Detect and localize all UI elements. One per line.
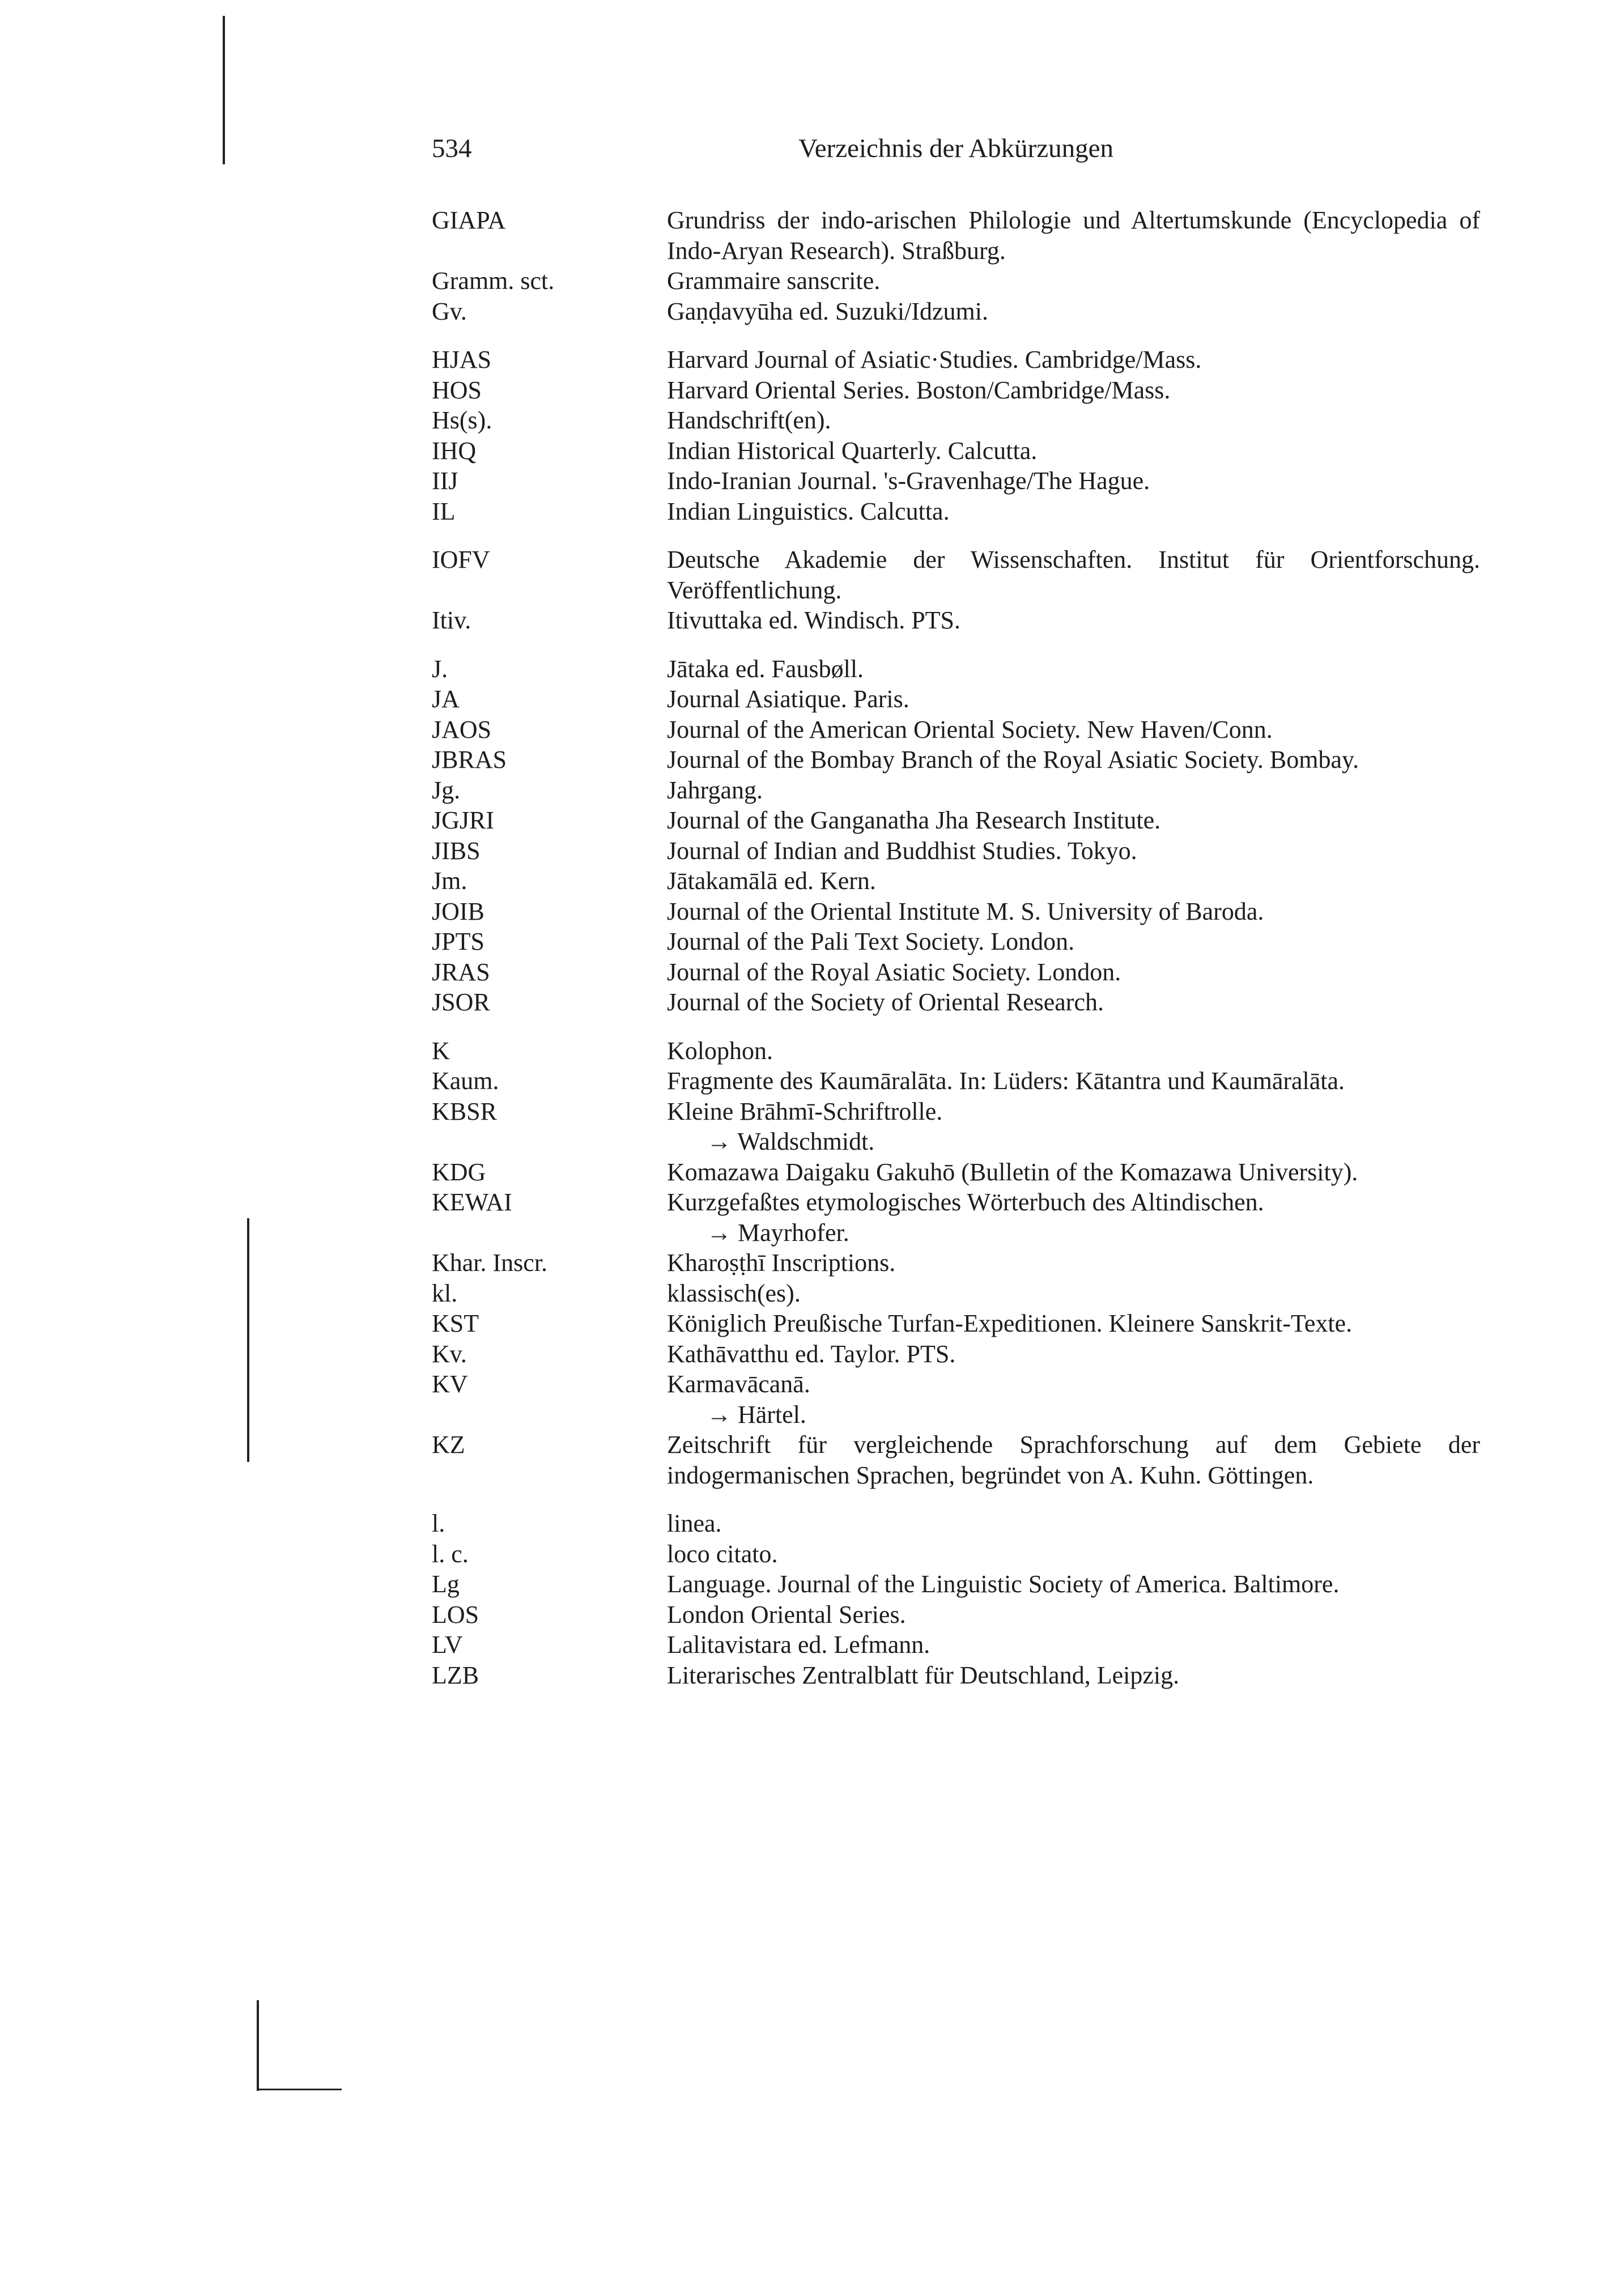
abbreviation-entry bbox=[432, 836, 1480, 866]
abbreviation-expansion bbox=[667, 1248, 1480, 1278]
abbreviation-expansion bbox=[667, 1508, 1480, 1539]
abbreviation-expansion bbox=[667, 1569, 1480, 1600]
abbreviation-entry bbox=[432, 896, 1480, 927]
expansion-text: linea. bbox=[667, 1510, 722, 1537]
expansion-text: Fragmente des Kaumāralāta. In: Lüders: Kātantra und Kaumāralāta. bbox=[667, 1067, 1345, 1095]
abbreviation-term: KV bbox=[432, 1370, 468, 1398]
abbreviation-term: Kaum. bbox=[432, 1067, 499, 1095]
entry-group bbox=[432, 345, 1480, 526]
abbreviation-entry bbox=[432, 1066, 1480, 1096]
abbreviation-term: JAOS bbox=[432, 715, 492, 743]
abbreviation-term: KBSR bbox=[432, 1097, 497, 1125]
expansion-text: Itivuttaka ed. Windisch. PTS. bbox=[667, 606, 961, 634]
abbreviation-entry bbox=[432, 205, 1480, 266]
expansion-text: Kathāvatthu ed. Taylor. PTS. bbox=[667, 1340, 956, 1368]
abbreviation-entry bbox=[432, 1508, 1480, 1539]
abbreviation-expansion bbox=[667, 1539, 1480, 1570]
abbreviation-expansion bbox=[667, 1660, 1480, 1691]
abbreviation-expansion bbox=[667, 405, 1480, 436]
abbreviation-entry bbox=[432, 375, 1480, 406]
abbreviation-entry bbox=[432, 605, 1480, 636]
abbreviation-entry bbox=[432, 1630, 1480, 1660]
abbreviation-expansion bbox=[667, 1157, 1480, 1188]
abbreviation-entry bbox=[432, 654, 1480, 684]
abbreviation-entry bbox=[432, 1539, 1480, 1570]
abbreviation-expansion bbox=[667, 866, 1480, 896]
abbreviation-entry bbox=[432, 745, 1480, 775]
abbreviation-term: KEWAI bbox=[432, 1188, 512, 1216]
expansion-text: Journal of the Pali Text Society. London. bbox=[667, 928, 1075, 955]
abbreviation-entry bbox=[432, 866, 1480, 896]
scan-margin-line-bottom bbox=[257, 2000, 259, 2091]
expansion-text: Komazawa Daigaku Gakuhō (Bulletin of the Komazawa University). bbox=[667, 1158, 1358, 1186]
abbreviation-expansion bbox=[667, 1339, 1480, 1370]
abbreviation-expansion bbox=[667, 266, 1480, 296]
expansion-text: Königlich Preußische Turfan-Expeditionen. Kleinere Sanskrit-Texte. bbox=[667, 1309, 1353, 1337]
abbreviation-expansion bbox=[667, 654, 1480, 684]
cross-reference: → Mayrhofer. bbox=[707, 1218, 849, 1247]
abbreviation-list bbox=[432, 205, 1480, 1708]
abbreviation-term: LOS bbox=[432, 1600, 479, 1629]
expansion-text: Indian Linguistics. Calcutta. bbox=[667, 497, 950, 525]
abbreviation-expansion bbox=[667, 987, 1480, 1018]
abbreviation-expansion bbox=[667, 345, 1480, 375]
abbreviation-expansion bbox=[667, 715, 1480, 745]
abbreviation-term: K bbox=[432, 1036, 450, 1065]
abbreviation-entry bbox=[432, 1308, 1480, 1339]
expansion-text: Indian Historical Quarterly. Calcutta. bbox=[667, 436, 1038, 465]
cross-reference: → Waldschmidt. bbox=[707, 1128, 875, 1155]
cross-reference: → Härtel. bbox=[707, 1400, 806, 1428]
abbreviation-term: JA bbox=[432, 685, 460, 713]
abbreviation-expansion bbox=[667, 296, 1480, 327]
expansion-text: Journal Asiatique. Paris. bbox=[667, 685, 909, 713]
abbreviation-entry bbox=[432, 715, 1480, 745]
abbreviation-term: kl. bbox=[432, 1279, 458, 1307]
abbreviation-expansion bbox=[667, 805, 1480, 836]
abbreviation-entry bbox=[432, 1569, 1480, 1600]
abbreviation-expansion bbox=[667, 545, 1480, 605]
abbreviation-entry bbox=[432, 926, 1480, 957]
abbreviation-term: LZB bbox=[432, 1661, 479, 1689]
abbreviation-expansion bbox=[667, 1430, 1480, 1490]
expansion-text: Kurzgefaßtes etymologisches Wörterbuch des Altindischen. bbox=[667, 1188, 1264, 1216]
abbreviation-term: JSOR bbox=[432, 988, 490, 1016]
expansion-text: klassisch(es). bbox=[667, 1279, 801, 1307]
abbreviation-term: HJAS bbox=[432, 346, 492, 373]
abbreviation-term: KZ bbox=[432, 1431, 465, 1459]
page-header bbox=[432, 133, 1480, 178]
expansion-text: Indo-Iranian Journal. 's-Gravenhage/The Hague. bbox=[667, 467, 1150, 495]
entry-group bbox=[432, 1508, 1480, 1690]
abbreviation-expansion bbox=[667, 896, 1480, 927]
abbreviation-term: GIAPA bbox=[432, 206, 506, 234]
abbreviation-term: HOS bbox=[432, 376, 482, 404]
abbreviation-term: IIJ bbox=[432, 467, 458, 495]
expansion-text: Deutsche Akademie der Wissenschaften. Institut für Orientforschung. Veröffentlichung. bbox=[667, 546, 1480, 604]
expansion-text: Jahrgang. bbox=[667, 776, 763, 804]
abbreviation-term: LV bbox=[432, 1631, 463, 1659]
abbreviation-entry bbox=[432, 545, 1480, 605]
expansion-text: Journal of the Royal Asiatic Society. London. bbox=[667, 958, 1121, 986]
abbreviation-entry bbox=[432, 405, 1480, 436]
abbreviation-entry bbox=[432, 775, 1480, 806]
abbreviation-expansion bbox=[667, 1630, 1480, 1660]
expansion-text: Grammaire sanscrite. bbox=[667, 267, 881, 295]
abbreviation-entry bbox=[432, 1036, 1480, 1066]
entry-group bbox=[432, 205, 1480, 326]
abbreviation-entry bbox=[432, 496, 1480, 527]
abbreviation-term: KST bbox=[432, 1309, 479, 1337]
abbreviation-expansion bbox=[667, 926, 1480, 957]
entry-group bbox=[432, 654, 1480, 1018]
expansion-text: Journal of the Oriental Institute M. S. University of Baroda. bbox=[667, 897, 1264, 925]
entry-group bbox=[432, 1036, 1480, 1491]
expansion-text: Kleine Brāhmī-Schriftrolle. bbox=[667, 1097, 943, 1125]
abbreviation-term: IHQ bbox=[432, 436, 477, 465]
abbreviation-term: J. bbox=[432, 654, 448, 683]
abbreviation-expansion bbox=[667, 1036, 1480, 1066]
abbreviation-term: Hs(s). bbox=[432, 406, 492, 434]
abbreviation-expansion bbox=[667, 745, 1480, 775]
expansion-text: Lalitavistara ed. Lefmann. bbox=[667, 1631, 930, 1659]
expansion-text: Journal of the Society of Oriental Research. bbox=[667, 988, 1104, 1016]
expansion-text: Literarisches Zentralblatt für Deutschland, Leipzig. bbox=[667, 1661, 1180, 1689]
abbreviation-term: IL bbox=[432, 497, 456, 525]
running-title: Verzeichnis der Abkürzungen bbox=[798, 134, 1113, 163]
abbreviation-term: Khar. Inscr. bbox=[432, 1249, 548, 1277]
abbreviation-entry bbox=[432, 1187, 1480, 1248]
abbreviation-expansion bbox=[667, 466, 1480, 496]
abbreviation-entry bbox=[432, 957, 1480, 988]
abbreviation-term: Jg. bbox=[432, 776, 461, 804]
abbreviation-expansion bbox=[667, 1600, 1480, 1630]
abbreviation-entry bbox=[432, 1339, 1480, 1370]
expansion-text: Zeitschrift für vergleichende Sprachforschung auf dem Gebiete der indogermanischen Sprachen, begründet von A. Kuhn. Göttingen. bbox=[667, 1431, 1480, 1489]
abbreviation-expansion bbox=[667, 684, 1480, 715]
abbreviation-term: JRAS bbox=[432, 958, 490, 986]
expansion-text: Journal of the American Oriental Society. New Haven/Conn. bbox=[667, 715, 1273, 743]
abbreviation-term: JIBS bbox=[432, 836, 481, 865]
abbreviation-entry bbox=[432, 1660, 1480, 1691]
abbreviation-entry bbox=[432, 1369, 1480, 1430]
abbreviation-expansion bbox=[667, 957, 1480, 988]
abbreviation-entry bbox=[432, 296, 1480, 327]
expansion-text: Jātakamālā ed. Kern. bbox=[667, 867, 876, 895]
abbreviation-term: Gramm. sct. bbox=[432, 267, 555, 295]
abbreviation-term: JOIB bbox=[432, 897, 484, 925]
abbreviation-term: JGJRI bbox=[432, 806, 495, 834]
abbreviation-term: l. c. bbox=[432, 1540, 469, 1568]
entry-group bbox=[432, 545, 1480, 636]
abbreviation-term: l. bbox=[432, 1510, 445, 1537]
scan-margin-line-top bbox=[223, 16, 225, 164]
abbreviation-expansion bbox=[667, 1369, 1480, 1430]
abbreviation-entry bbox=[432, 1600, 1480, 1630]
abbreviation-term: JBRAS bbox=[432, 746, 507, 773]
expansion-text: Jātaka ed. Fausbøll. bbox=[667, 654, 864, 683]
expansion-text: Handschrift(en). bbox=[667, 406, 831, 434]
abbreviation-entry bbox=[432, 345, 1480, 375]
abbreviation-term: Jm. bbox=[432, 867, 467, 895]
expansion-text: Journal of the Ganganatha Jha Research Institute. bbox=[667, 806, 1161, 834]
abbreviation-entry bbox=[432, 1248, 1480, 1278]
abbreviation-expansion bbox=[667, 836, 1480, 866]
expansion-text: Grundriss der indo-arischen Philologie und Altertumskunde (Encyclopedia of Indo-Aryan Research). Straßburg. bbox=[667, 206, 1480, 265]
expansion-text: Language. Journal of the Linguistic Society of America. Baltimore. bbox=[667, 1570, 1340, 1598]
expansion-text: Journal of Indian and Buddhist Studies. Tokyo. bbox=[667, 836, 1137, 865]
abbreviation-expansion bbox=[667, 436, 1480, 466]
expansion-text: loco citato. bbox=[667, 1540, 778, 1568]
abbreviation-expansion bbox=[667, 1308, 1480, 1339]
abbreviation-expansion bbox=[667, 775, 1480, 806]
abbreviation-expansion bbox=[667, 496, 1480, 527]
expansion-text: Karmavācanā. bbox=[667, 1370, 810, 1398]
abbreviation-term: KDG bbox=[432, 1158, 486, 1186]
page-number: 534 bbox=[432, 134, 472, 163]
abbreviation-expansion bbox=[667, 1187, 1480, 1248]
abbreviation-term: Itiv. bbox=[432, 606, 471, 634]
scan-margin-line-bottom-horizontal bbox=[257, 2089, 342, 2090]
expansion-text: Gaṇḍavyūha ed. Suzuki/Idzumi. bbox=[667, 297, 988, 325]
expansion-text: Kolophon. bbox=[667, 1036, 773, 1065]
expansion-text: London Oriental Series. bbox=[667, 1600, 906, 1629]
abbreviation-entry bbox=[432, 1096, 1480, 1157]
abbreviation-entry bbox=[432, 1278, 1480, 1309]
abbreviation-term: Kv. bbox=[432, 1340, 467, 1368]
abbreviation-expansion bbox=[667, 1096, 1480, 1157]
abbreviation-term: IOFV bbox=[432, 546, 490, 573]
abbreviation-expansion bbox=[667, 205, 1480, 266]
expansion-text: Journal of the Bombay Branch of the Royal Asiatic Society. Bombay. bbox=[667, 746, 1359, 773]
expansion-text: Harvard Oriental Series. Boston/Cambridge/Mass. bbox=[667, 376, 1171, 404]
abbreviation-entry bbox=[432, 436, 1480, 466]
abbreviation-entry bbox=[432, 805, 1480, 836]
abbreviation-entry bbox=[432, 466, 1480, 496]
abbreviation-term: JPTS bbox=[432, 928, 484, 955]
abbreviation-expansion bbox=[667, 1066, 1480, 1096]
scan-margin-line-mid bbox=[247, 1218, 249, 1462]
abbreviation-term: Lg bbox=[432, 1570, 460, 1598]
abbreviation-expansion bbox=[667, 375, 1480, 406]
abbreviation-entry bbox=[432, 1157, 1480, 1188]
abbreviation-entry bbox=[432, 684, 1480, 715]
abbreviation-term: Gv. bbox=[432, 297, 467, 325]
abbreviation-entry bbox=[432, 987, 1480, 1018]
expansion-text: Kharoṣṭhī Inscriptions. bbox=[667, 1249, 896, 1277]
abbreviation-expansion bbox=[667, 605, 1480, 636]
abbreviation-entry bbox=[432, 1430, 1480, 1490]
abbreviation-entry bbox=[432, 266, 1480, 296]
abbreviation-expansion bbox=[667, 1278, 1480, 1309]
expansion-text: Harvard Journal of Asiatic·Studies. Cambridge/Mass. bbox=[667, 346, 1202, 373]
